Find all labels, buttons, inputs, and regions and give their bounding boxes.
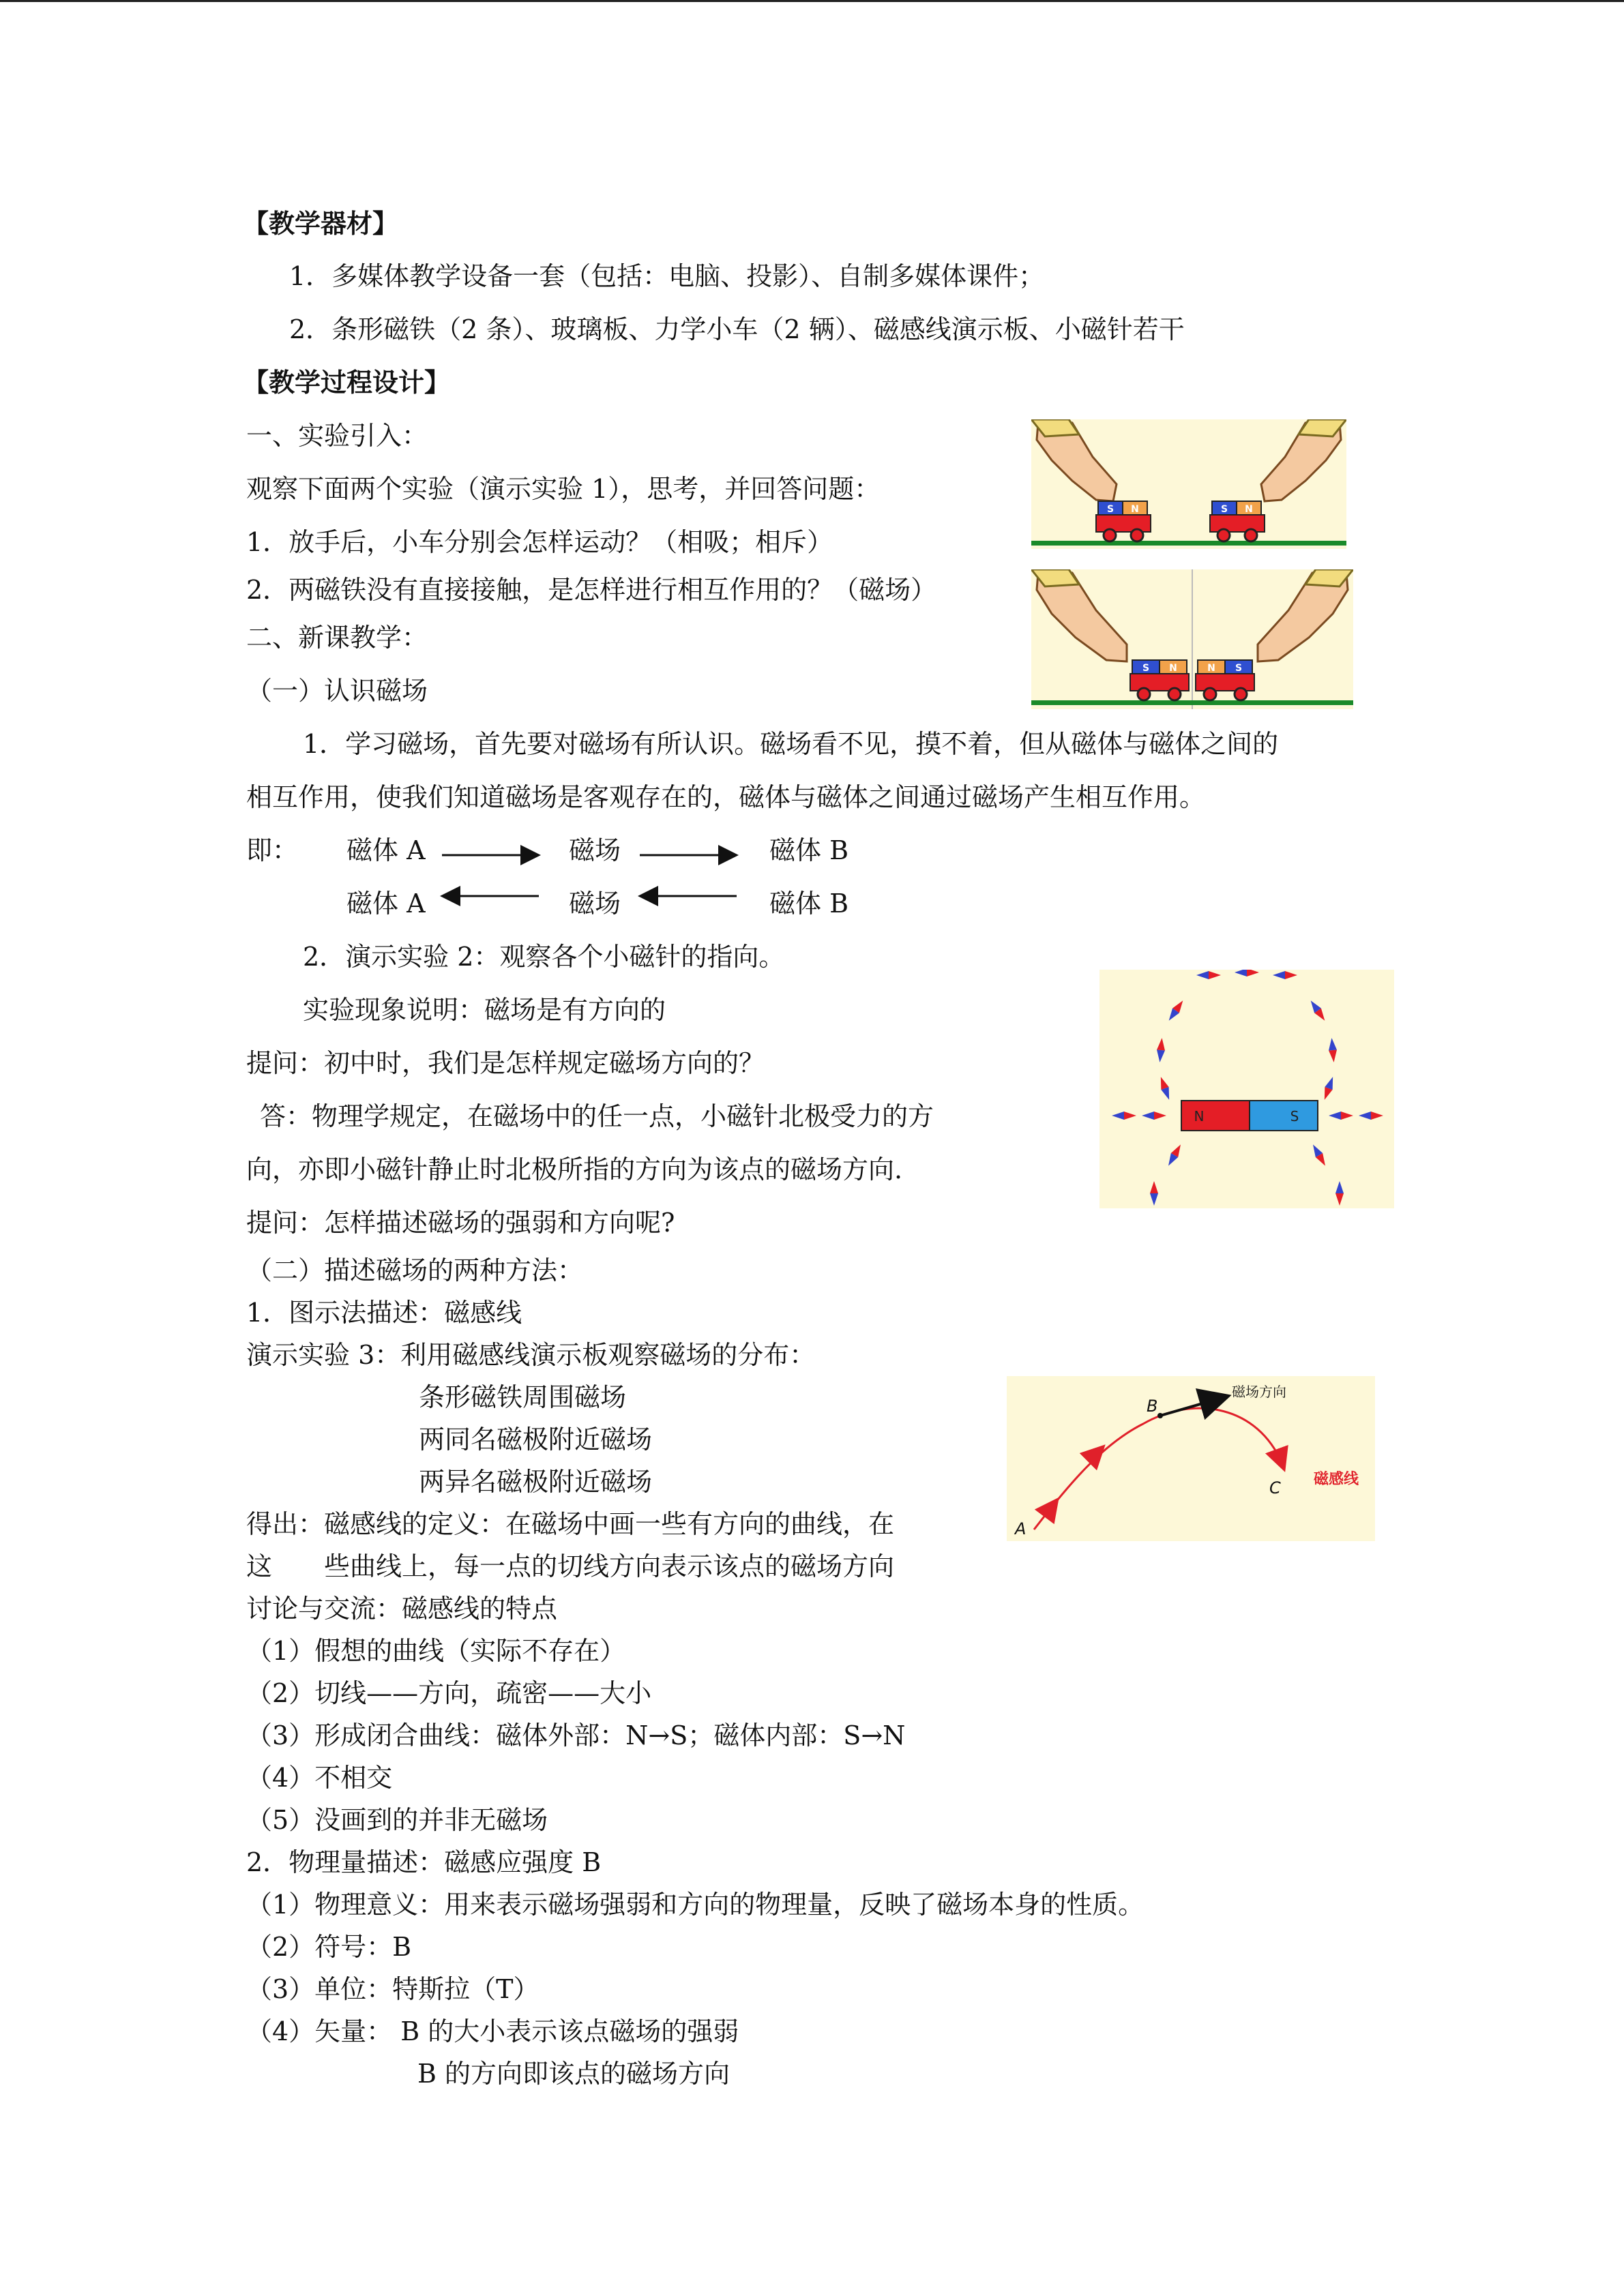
equipment-item-1: 1．多媒体教学设备一套（包括：电脑、投影）、自制多媒体课件； [289,261,1045,291]
cart-1-s: S [1106,504,1114,515]
experiment-3-b: 两同名磁极附近磁场 [419,1425,653,1455]
phenomenon: 实验现象说明：磁场是有方向的 [303,995,666,1025]
point-c: C [1269,1478,1281,1497]
question-strength: 提问：怎样描述磁场的强弱和方向呢? [246,1208,675,1238]
paragraph-1-line-2: 相互作用，使我们知道磁场是客观存在的，磁体与磁体之间通过磁场产生相互作用。 [246,782,1206,812]
point-b: B [1147,1397,1158,1416]
intro-title: 一、实验引入： [246,421,428,451]
b-vector-line-2: B 的方向即该点的磁场方向 [417,2059,730,2089]
ji-label: 即： [246,835,299,865]
cart-4-n: N [1207,663,1215,674]
cart-4-s: S [1235,663,1243,674]
equipment-item-2: 2．条形磁铁（2 条）、玻璃板、力学小车（2 辆）、磁感线演示板、小磁针若干 [289,314,1185,344]
cart-1-n: N [1131,504,1139,515]
feature-3: （3）形成闭合曲线：磁体外部：N→S；磁体内部：S→N [246,1720,906,1750]
b-vector-line-1: （4）矢量： B 的大小表示该点磁场的强弱 [246,2016,739,2046]
feature-5: （5）没画到的并非无磁场 [246,1805,548,1835]
experiment-3-c: 两异名磁极附近磁场 [419,1467,653,1497]
cart-2-s: S [1220,504,1228,515]
flow-magnet-a-2: 磁体 A [346,889,426,919]
feature-1: （1）假想的曲线（实际不存在） [246,1636,626,1666]
flow-field-1: 磁场 [569,835,621,865]
definition-line-2: 这 些曲线上，每一点的切线方向表示该点的磁场方向 [246,1551,895,1581]
process-heading: 【教学过程设计】 [243,367,451,398]
discussion: 讨论与交流：磁感线的特点 [246,1594,558,1624]
direction-label: 磁场方向 [1232,1384,1286,1400]
magnet-n-label: N [1194,1108,1205,1124]
answer-line-2: 向，亦即小磁针静止时北极所指的方向为该点的磁场方向. [246,1154,903,1184]
section-1-title: （一）认识磁场 [246,676,428,706]
figure-compass-needles [1099,970,1394,1208]
method-2: 2．物理量描述：磁感应强度 B [246,1847,602,1877]
point-a: A [1015,1519,1027,1538]
flow-magnet-b-2: 磁体 B [769,889,849,919]
b-unit: （3）单位：特斯拉（T） [246,1974,540,2004]
feature-2: （2）切线——方向，疏密——大小 [246,1678,652,1708]
b-meaning: （1）物理意义：用来表示磁场强弱和方向的物理量，反映了磁场本身的性质。 [246,1890,1145,1920]
flow-magnet-b-1: 磁体 B [769,835,849,865]
top-border [0,0,1624,2]
definition-line-1: 得出：磁感线的定义：在磁场中画一些有方向的曲线，在 [246,1509,895,1539]
question-1: 1．放手后，小车分别会怎样运动？（相吸；相斥） [246,527,833,557]
figure-carts-attract [1031,419,1346,549]
cart-3-s: S [1142,663,1150,674]
new-lesson-title: 二、新课教学： [246,623,428,653]
experiment-3-a: 条形磁铁周围磁场 [419,1382,627,1412]
figure-field-line [1007,1376,1375,1541]
paragraph-1-line-1: 1．学习磁场，首先要对磁场有所认识。磁场看不见，摸不着，但从磁体与磁体之间的 [303,729,1279,759]
magnet-s-half [1250,1101,1318,1131]
section-2-title: （二）描述磁场的两种方法： [246,1255,584,1285]
flow-field-2: 磁场 [569,889,621,919]
magnet-s-label: S [1290,1108,1299,1124]
question-direction: 提问：初中时，我们是怎样规定磁场方向的？ [246,1048,765,1078]
intro-observe: 观察下面两个实验（演示实验 1），思考，并回答问题： [246,474,881,504]
flow-magnet-a-1: 磁体 A [346,835,426,865]
cart-3-n: N [1169,663,1177,674]
method-1: 1．图示法描述：磁感线 [246,1298,522,1328]
question-2: 2．两磁铁没有直接接触，是怎样进行相互作用的？（磁场） [246,575,937,605]
figure-carts-repel [1031,569,1353,709]
experiment-3: 演示实验 3：利用磁感线演示板观察磁场的分布： [246,1340,816,1370]
flow-arrows [437,833,750,922]
feature-4: （4）不相交 [246,1763,393,1793]
answer-line-1: 答：物理学规定，在磁场中的任一点，小磁针北极受力的方 [260,1101,934,1131]
equipment-heading: 【教学器材】 [243,208,399,239]
field-line-label: 磁感线 [1314,1471,1359,1488]
b-symbol: （2）符号：B [246,1932,412,1962]
cart-2-n: N [1245,504,1253,515]
magnet-n-half [1181,1101,1250,1131]
experiment-2: 2．演示实验 2：观察各个小磁针的指向。 [303,942,785,972]
